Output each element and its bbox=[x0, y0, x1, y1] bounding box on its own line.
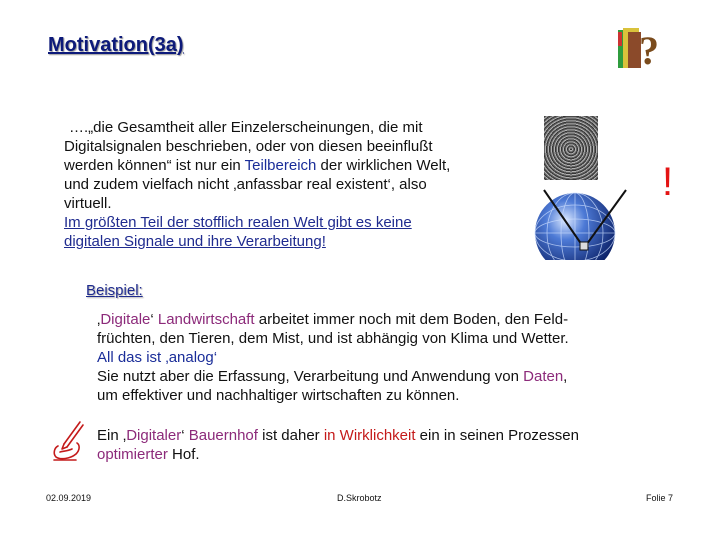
quote-line: und zudem vielfach nicht ‚anfassbar real existent‘, also bbox=[64, 176, 427, 193]
quote-underlined-line: Im größten Teil der stofflich realen Welt gibt es keine bbox=[64, 214, 412, 231]
example-heading: Beispiel: bbox=[86, 282, 143, 299]
book-question-icon bbox=[612, 22, 662, 72]
daten-term: Daten bbox=[523, 368, 564, 385]
slide-title: Motivation(3a) bbox=[48, 34, 184, 56]
footer-page-number: Folie 7 bbox=[646, 493, 674, 503]
real-vs-digital-visual bbox=[520, 110, 680, 260]
example-line: ‚Digitale‘ Landwirtschaft arbeitet immer noch mit dem Boden, den Feld- bbox=[97, 311, 569, 328]
teilbereich-term: Teilbereich bbox=[244, 157, 317, 174]
quote-block bbox=[64, 118, 534, 251]
footer-date: 02.09.2019 bbox=[46, 493, 92, 503]
example-line: früchten, den Tieren, dem Mist, und ist abhängig von Klima und Wetter. bbox=[97, 330, 569, 347]
optimierter-term: optimierter bbox=[97, 446, 168, 463]
example-line: All das ist ‚analog‘ bbox=[97, 349, 218, 366]
conclusion-line: Ein ‚Digitaler‘ Bauernhof ist daher in Wirklichkeit ein in seinen Prozessen bbox=[97, 427, 579, 444]
example-line: Sie nutzt aber die Erfassung, Verarbeitung und Anwendung von Daten, bbox=[97, 368, 568, 385]
globe-icon bbox=[520, 110, 680, 260]
quote-underlined-line: digitalen Signale und ihre Verarbeitung! bbox=[64, 233, 326, 250]
conclusion-paragraph bbox=[97, 426, 677, 464]
digitale-term: Digitale bbox=[100, 311, 151, 328]
conclusion-line: optimierter Hof. bbox=[97, 446, 200, 463]
svg-text:?: ? bbox=[639, 28, 659, 72]
landwirtschaft-term: Landwirtschaft bbox=[157, 311, 255, 328]
quote-line: werden können“ ist nur ein Teilbereich der wirklichen Welt, bbox=[64, 157, 451, 174]
quote-line: ….„die Gesamtheit aller Einzelerscheinungen, die mit bbox=[69, 119, 423, 136]
bauernhof-term: Bauernhof bbox=[188, 427, 258, 444]
quote-line: Digitalsignalen beschrieben, oder von diesen beeinflußt bbox=[64, 138, 433, 155]
quote-line: virtuell. bbox=[64, 195, 112, 212]
exclamation-mark: ! bbox=[662, 160, 674, 204]
digitaler-term: Digitaler bbox=[126, 427, 182, 444]
footer-author: D.Skrobotz bbox=[337, 493, 382, 503]
writing-hand-icon bbox=[50, 418, 88, 462]
example-line: um effektiver und nachhaltiger wirtschaften zu können. bbox=[97, 387, 460, 404]
wirklichkeit-term: in Wirklichkeit bbox=[323, 427, 416, 444]
example-paragraph bbox=[97, 310, 677, 405]
